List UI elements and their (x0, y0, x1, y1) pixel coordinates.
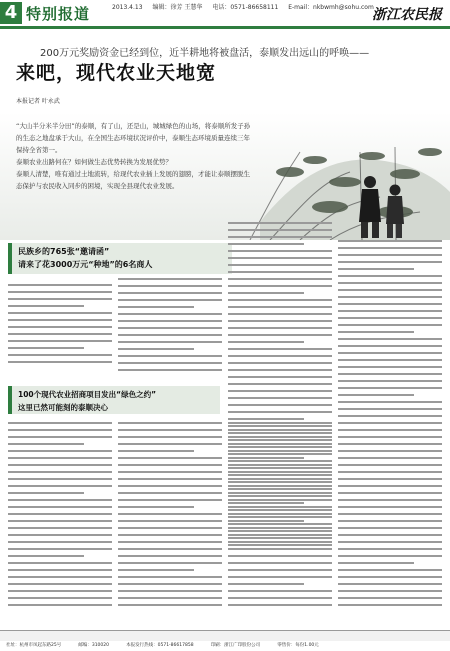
body-column (338, 422, 442, 611)
subsection-title: 民族乡的765张“邀请函” (18, 247, 110, 256)
body-column (8, 422, 112, 611)
subsection-title-box (8, 386, 220, 414)
header-rule (0, 26, 450, 29)
footer-postcode: 邮编：310020 (78, 643, 110, 648)
page-header (0, 0, 450, 26)
header-meta (112, 4, 382, 12)
subsection-title: 100个现代农业招商项目发出“绿色之约” (18, 390, 157, 399)
subsection-subtitle: 请来了花3000万元“种地”的6名商人 (18, 260, 153, 269)
intro-paragraph: 泰顺农业出路何在？如何做生态优势转换为发展优势？ (16, 158, 172, 166)
issue-date: 2013.4.13 (112, 4, 143, 11)
footer-printer: 印刷：浙江广印股份公司 (210, 643, 261, 648)
subsection-title-box (8, 243, 232, 274)
section-title: 特别报道 (26, 5, 91, 23)
body-column (118, 422, 222, 611)
editors: 编辑：徐芳 王慧华 (152, 4, 203, 11)
body-column (8, 284, 112, 368)
email: E-mail：nkbwmh@sohu.com (288, 4, 374, 11)
body-column (228, 422, 332, 611)
footer-hotline: 本报发行热线：0571-86617858 (126, 643, 194, 648)
footer-address: 社址：杭州市凤起东路25号 (6, 643, 62, 648)
page-number: 4 (0, 2, 22, 24)
article-headline: 来吧，现代农业天地宽 (16, 62, 217, 84)
article-subhead: 200万元奖励资金已经到位，近半耕地将被盘活，泰顺发出远山的呼唤—— (40, 48, 370, 59)
subsection-subtitle: 这里已然可能刻的泰顺决心 (18, 403, 108, 412)
intro-paragraph: “大山半分米半分田”的泰顺，有了山，还是山，城城绿色的山场，将泰顺所发子孙的生态之地盘承于大山，在全国生态环境状况评价中，泰顺生态环境质量连续三年保持全省第一。 (16, 122, 251, 154)
newspaper-logo: 浙江农民报 (372, 7, 442, 23)
body-column (118, 278, 222, 376)
page-footer (0, 630, 450, 648)
article-intro (16, 120, 251, 192)
footer-price: 零售价：每份1.00元 (277, 643, 319, 648)
intro-paragraph: 泰顺人清楚，唯有通过土地流转，给现代农业插上发展的翅膀，才能让泰顺摆脱生态保护与农民收入同步的困境，实现全县现代农业发展。 (16, 170, 250, 190)
phone: 电话：0571-86658111 (212, 4, 279, 11)
article-byline: 本报记者 叶永武 (16, 98, 60, 105)
